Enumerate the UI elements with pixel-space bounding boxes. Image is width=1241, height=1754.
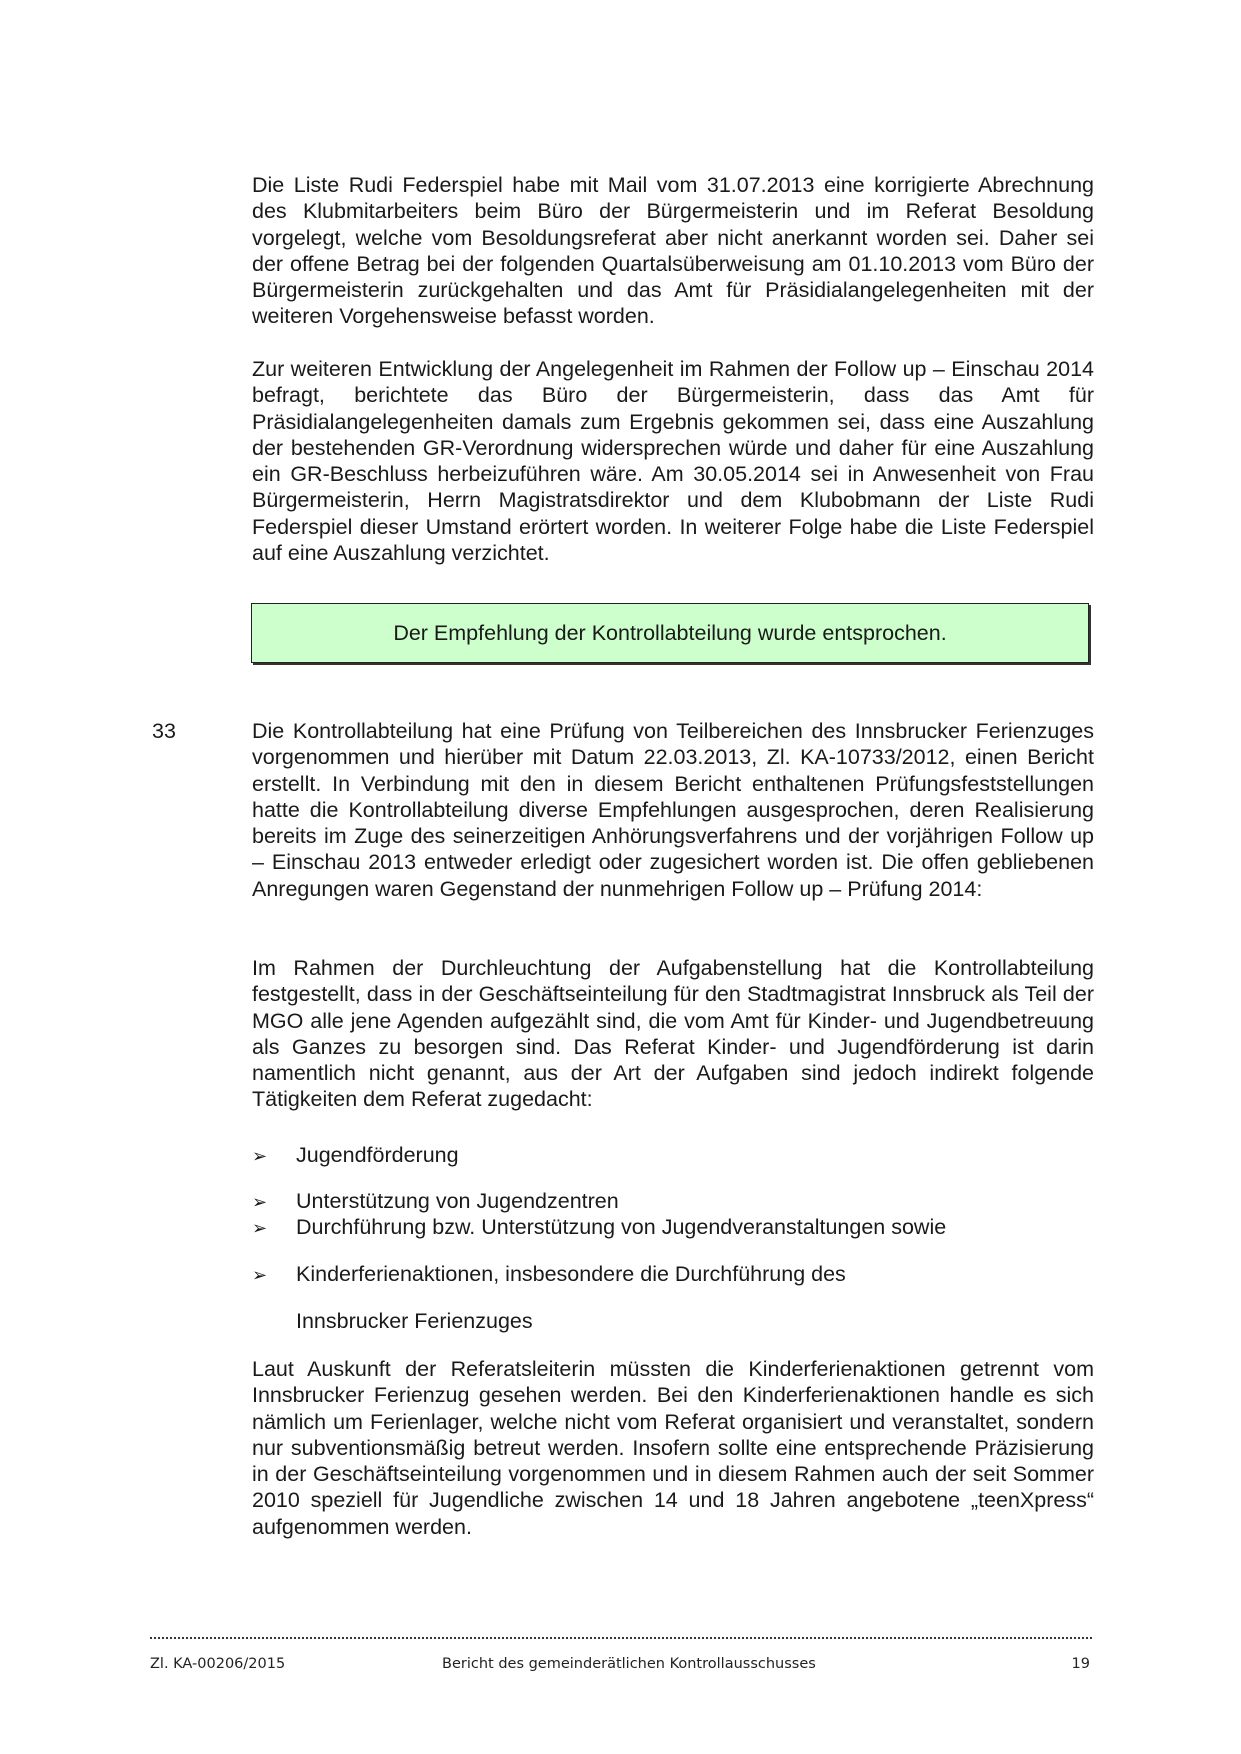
arrow-bullet-icon: ➢: [252, 1265, 268, 1286]
paragraph-3: [252, 718, 1094, 902]
paragraph-text: Zur weiteren Entwicklung der Angelegenheit im Rahmen der Follow up – Einschau 2014 befragt, berichtete das Büro der Bürgermeisterin, dass das Amt für Präsidialangelegenheiten damals zum Ergebnis gekommen sei, dass eine Auszahlung der bestehenden GR-Verordnung widersprechen würde und daher für eine Auszahlung ein GR-Beschluss herbeizuführen wäre. Am 30.05.2014 sei in Anwesenheit von Frau Bürgermeisterin, Herrn Magistratsdirektor und dem Klubobmann der Liste Rudi Federspiel dieser Umstand erörtert worden. In weiterer Folge habe die Liste Federspiel auf eine Auszahlung verzichtet.: [252, 357, 1094, 566]
recommendation-status-box: [251, 603, 1089, 663]
footer-divider: [150, 1633, 1092, 1639]
list-item: [252, 1214, 946, 1242]
list-item: [252, 1142, 459, 1170]
footer-reference: Zl. KA-00206/2015: [150, 1656, 286, 1672]
list-item-text: Jugendförderung: [296, 1143, 459, 1167]
footer-title: Bericht des gemeinderätlichen Kontrollausschusses: [442, 1656, 816, 1672]
paragraph-text: Laut Auskunft der Referatsleiterin müssten die Kinderferienaktionen getrennt vom Innsbrucker Ferienzug gesehen werden. Bei den Kinderferienaktionen handle es sich nämlich um Ferienlager, welche nicht vom Referat organisiert und veranstaltet, sondern nur subventionsmäßig betreut werden. Insofern sollte eine entsprechende Präzisierung in der Geschäftseinteilung vorgenommen und in diesem Rahmen auch der seit Sommer 2010 speziell für Jugendliche zwischen 14 und 18 Jahren angebotene „teenXpress“ aufgenommen werden.: [252, 1357, 1094, 1539]
paragraph-text: Die Liste Rudi Federspiel habe mit Mail vom 31.07.2013 eine korrigierte Abrechnung des Klubmitarbeiters beim Büro der Bürgermeisterin und im Referat Besoldung vorgelegt, welche vom Besoldungsreferat aber nicht anerkannt worden sei. Daher sei der offene Betrag bei der folgenden Quartalsüberweisung am 01.10.2013 vom Büro der Bürgermeisterin zurückgehalten und das Amt für Präsidialangelegenheiten mit der weiteren Vorgehensweise befasst worden.: [252, 173, 1094, 329]
arrow-bullet-icon: ➢: [252, 1146, 268, 1167]
paragraph-text: Die Kontrollabteilung hat eine Prüfung von Teilbereichen des Innsbrucker Ferienzuges vorgenommen und hierüber mit Datum 22.03.2013, Zl. KA-10733/2012, einen Bericht erstellt. In Verbindung mit den in diesem Bericht enthaltenen Prüfungsfeststellungen hatte die Kontrollabteilung diverse Empfehlungen ausgesprochen, deren Realisierung bereits im Zuge des seinerzeitigen Anhörungsverfahrens und der vorjährigen Follow up – Einschau 2013 entweder erledigt oder zugesichert worden ist. Die offen gebliebenen Anregungen waren Gegenstand der nunmehrigen Follow up – Prüfung 2014:: [252, 719, 1094, 901]
list-item-text: Kinderferienaktionen, insbesondere die Durchführung des: [296, 1262, 846, 1286]
paragraph-2: [252, 356, 1094, 566]
paragraph-4: [252, 955, 1094, 1113]
arrow-bullet-icon: ➢: [252, 1218, 268, 1239]
list-item-continuation: Innsbrucker Ferienzuges: [296, 1309, 533, 1333]
paragraph-5: [252, 1356, 1094, 1540]
page-number: 19: [1071, 1656, 1090, 1672]
list-item-text: Durchführung bzw. Unterstützung von Jugendveranstaltungen sowie: [296, 1215, 947, 1239]
list-item: [252, 1261, 846, 1289]
list-item: [252, 1188, 619, 1216]
list-item-text: Unterstützung von Jugendzentren: [296, 1189, 619, 1213]
paragraph-1: [252, 172, 1094, 330]
section-number: 33: [152, 719, 176, 743]
arrow-bullet-icon: ➢: [252, 1192, 268, 1213]
recommendation-status-text: Der Empfehlung der Kontrollabteilung wurde entsprochen.: [393, 620, 947, 645]
paragraph-text: Im Rahmen der Durchleuchtung der Aufgabenstellung hat die Kontrollabteilung festgestellt, dass in der Geschäftseinteilung für den Stadtmagistrat Innsbruck als Teil der MGO alle jene Agenden aufgezählt sind, die vom Amt für Kinder- und Jugendbetreuung als Ganzes zu besorgen sind. Das Referat Kinder- und Jugendförderung ist darin namentlich nicht genannt, aus der Art der Aufgaben sind jedoch indirekt folgende Tätigkeiten dem Referat zugedacht:: [252, 956, 1094, 1112]
